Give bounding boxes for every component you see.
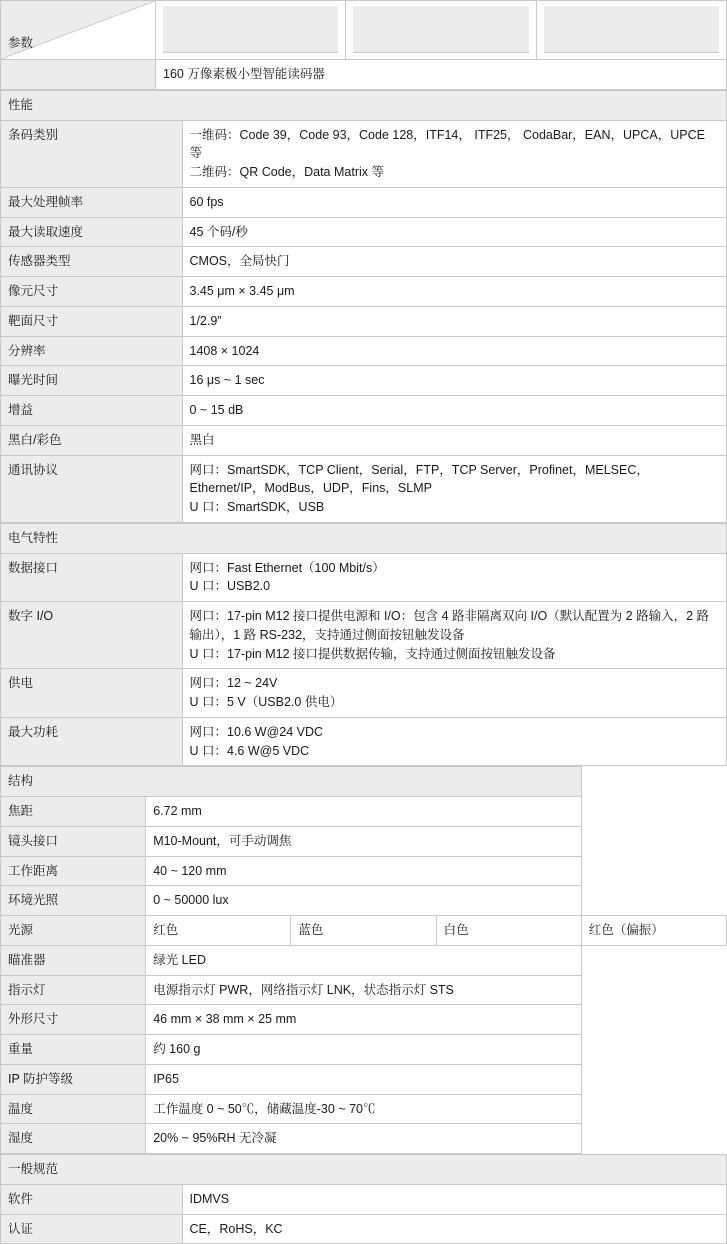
row-value-cell (146, 1094, 582, 1124)
row-value-cell (182, 366, 727, 396)
table-row (1, 366, 727, 396)
row-value-line: 46 mm × 38 mm × 25 mm (153, 1012, 297, 1027)
row-label: 光源 (1, 916, 146, 946)
table-row (1, 975, 727, 1005)
row-value-line: 电源指示灯 PWR，网络指示灯 LNK，状态指示灯 STS (153, 982, 454, 997)
row-label: 工作距离 (1, 856, 146, 886)
table-row (1, 553, 727, 602)
header-col-3 (536, 1, 726, 60)
row-label: 重量 (1, 1035, 146, 1065)
table-row (1, 1124, 727, 1154)
row-value-line: IDMVS (189, 1191, 230, 1206)
row-value-line: 工作温度 0 ~ 50℃，储藏温度-30 ~ 70℃ (153, 1101, 376, 1116)
row-value-line: U 口：5 V（USB2.0 供电） (189, 695, 343, 709)
section-title: 性能 (1, 90, 727, 120)
table-row (1, 306, 727, 336)
row-value-cell: 蓝色 (291, 916, 436, 946)
row-value-cell: 红色 (146, 916, 291, 946)
row-value-line: 一维码：Code 39，Code 93，Code 128，ITF14， ITF25， CodaBar，EAN，UPCA，UPCE 等 (189, 127, 705, 161)
model-name-cell (156, 1, 346, 60)
row-value-line: 1/2.9” (189, 313, 222, 328)
row-value-line: U 口：SmartSDK，USB (189, 500, 325, 514)
table-row (1, 1094, 727, 1124)
row-label: 最大读取速度 (1, 217, 183, 247)
row-label: 像元尺寸 (1, 277, 183, 307)
section-title: 电气特性 (1, 523, 727, 553)
row-value-line: 网口：10.6 W@24 VDC (189, 724, 324, 739)
row-value-cell (146, 1124, 582, 1154)
row-label: 湿度 (1, 1124, 146, 1154)
row-value-cell (182, 336, 727, 366)
parameter-label: 参数 (8, 36, 34, 51)
table-row (1, 669, 727, 718)
table-row (1, 1064, 727, 1094)
row-value-cell (146, 856, 582, 886)
section-body (1, 90, 727, 522)
model-image-placeholder (163, 6, 338, 53)
row-label: 瞄准器 (1, 945, 146, 975)
section-table (0, 1154, 727, 1244)
row-label: 曝光时间 (1, 366, 183, 396)
row-label: 数字 I/O (1, 602, 183, 669)
row-value-line: 网口：Fast Ethernet（100 Mbit/s） (189, 560, 385, 575)
row-value-line: 0 ~ 15 dB (189, 403, 244, 417)
row-label: 温度 (1, 1094, 146, 1124)
row-value-line: M10-Mount，可手动调焦 (153, 833, 292, 848)
section-header-row (1, 90, 727, 120)
row-value-cell (182, 602, 727, 669)
table-row (1, 1005, 727, 1035)
row-value-line: U 口：17-pin M12 接口提供数据传输，支持通过侧面按钮触发设备 (189, 646, 556, 661)
section-body (1, 523, 727, 766)
row-value-cell: 红色（偏振） (581, 916, 726, 946)
row-value-cell (182, 1184, 727, 1214)
section-header-row (1, 767, 727, 797)
table-row (1, 916, 727, 946)
row-value-cell (146, 945, 582, 975)
row-value-line: U 口：4.6 W@5 VDC (189, 743, 310, 758)
row-value-line: CMOS，全局快门 (189, 254, 290, 269)
row-value-cell (146, 1064, 582, 1094)
table-row (1, 886, 727, 916)
row-value-cell (146, 886, 582, 916)
table-row (1, 602, 727, 669)
row-value-cell (182, 669, 727, 718)
row-label: 焦距 (1, 797, 146, 827)
table-row (1, 1184, 727, 1214)
section-title: 结构 (1, 767, 582, 797)
row-value-cell (146, 1005, 582, 1035)
row-label: 指示灯 (1, 975, 146, 1005)
section-header-row (1, 523, 727, 553)
row-value-cell (182, 396, 727, 426)
section-table (0, 90, 727, 523)
row-value-cell (182, 247, 727, 277)
row-label: 最大功耗 (1, 717, 183, 766)
table-row (1, 217, 727, 247)
section-title: 一般规范 (1, 1155, 727, 1185)
table-row (1, 247, 727, 277)
row-value-line: 20% ~ 95%RH 无冷凝 (153, 1131, 277, 1146)
row-value-cell (182, 717, 727, 766)
table-row (1, 945, 727, 975)
parameter-corner-cell (1, 1, 156, 60)
header-col-2 (346, 1, 536, 60)
table-row (1, 856, 727, 886)
row-value-line: 网口：17-pin M12 接口提供电源和 I/O：包含 4 路非隔离双向 I/O（默认配置为 2 路输入，2 路输出），1 路 RS-232，支持通过侧面按钮触发设备 (189, 609, 710, 642)
table-row (1, 277, 727, 307)
row-value-line: 约 160 g (153, 1042, 201, 1056)
specification-table (0, 0, 727, 90)
row-value-cell (182, 553, 727, 602)
row-label: 条码类别 (1, 120, 183, 187)
row-value-cell (182, 120, 727, 187)
row-value-line: 45 个码/秒 (189, 224, 248, 239)
row-label: 靶面尺寸 (1, 306, 183, 336)
table-row (1, 187, 727, 217)
row-label: 认证 (1, 1214, 183, 1244)
row-value-cell (146, 797, 582, 827)
row-value-cell (146, 1035, 582, 1065)
row-value-line: 网口：12 ~ 24V (189, 676, 278, 691)
table-header-row (1, 1, 727, 60)
table-row (1, 336, 727, 366)
row-value-line: 3.45 μm × 3.45 μm (189, 284, 295, 298)
row-value-line: 1408 × 1024 (189, 343, 260, 358)
row-value-line: 0 ~ 50000 lux (153, 893, 229, 908)
table-body (1, 1, 727, 90)
row-value-cell (182, 187, 727, 217)
row-value-cell (182, 1214, 727, 1244)
section-body (1, 767, 727, 1154)
header-col-3-top (544, 6, 719, 53)
row-label: 软件 (1, 1184, 183, 1214)
table-row (1, 1214, 727, 1244)
row-label: 环境光照 (1, 886, 146, 916)
table-row (1, 717, 727, 766)
table-row (1, 797, 727, 827)
table-row (1, 120, 727, 187)
row-value-line: 二维码：QR Code，Data Matrix 等 (189, 165, 384, 179)
row-label: IP 防护等级 (1, 1064, 146, 1094)
row-value-line: 6.72 mm (153, 804, 202, 818)
row-label: 数据接口 (1, 553, 183, 602)
row-label: 外形尺寸 (1, 1005, 146, 1035)
row-value-cell (146, 975, 582, 1005)
row-value-line: 60 fps (189, 194, 224, 209)
row-value-line: IP65 (153, 1071, 179, 1086)
row-label: 通讯协议 (1, 455, 183, 522)
row-label: 供电 (1, 669, 183, 718)
section-table (0, 766, 727, 1154)
row-value-cell (146, 826, 582, 856)
row-value-cell: 白色 (436, 916, 581, 946)
row-value-line: 网口：SmartSDK，TCP Client，Serial，FTP，TCP Server，Profinet，MELSEC，Ethernet/IP，ModBus，UDP，Fins，SLMP (189, 462, 649, 496)
table-row (1, 425, 727, 455)
table-row (1, 826, 727, 856)
model-name: 160 万像素极小型智能读码器 (156, 60, 727, 90)
table-row (1, 396, 727, 426)
row-value-line: 绿光 LED (153, 952, 206, 967)
row-value-cell (182, 455, 727, 522)
row-value-line: 黑白 (189, 432, 215, 447)
section-body (1, 1155, 727, 1244)
table-row (1, 1035, 727, 1065)
header-col-2-top (353, 6, 528, 53)
row-value-cell (182, 277, 727, 307)
row-label: 传感器类型 (1, 247, 183, 277)
row-label: 分辨率 (1, 336, 183, 366)
row-value-line: 16 μs ~ 1 sec (189, 373, 265, 388)
row-value-cell (182, 217, 727, 247)
row-value-cell (182, 425, 727, 455)
row-value-line: CE，RoHS，KC (189, 1221, 283, 1236)
row-value-cell (182, 306, 727, 336)
row-label: 黑白/彩色 (1, 425, 183, 455)
sections-host (0, 90, 727, 1244)
section-table (0, 523, 727, 767)
model-row-label (1, 60, 156, 90)
table-row (1, 455, 727, 522)
section-header-row (1, 1155, 727, 1185)
row-label: 最大处理帧率 (1, 187, 183, 217)
row-value-line: 40 ~ 120 mm (153, 863, 227, 878)
row-label: 增益 (1, 396, 183, 426)
model-name-row (1, 60, 727, 90)
row-value-line: U 口：USB2.0 (189, 579, 271, 594)
row-label: 镜头接口 (1, 826, 146, 856)
